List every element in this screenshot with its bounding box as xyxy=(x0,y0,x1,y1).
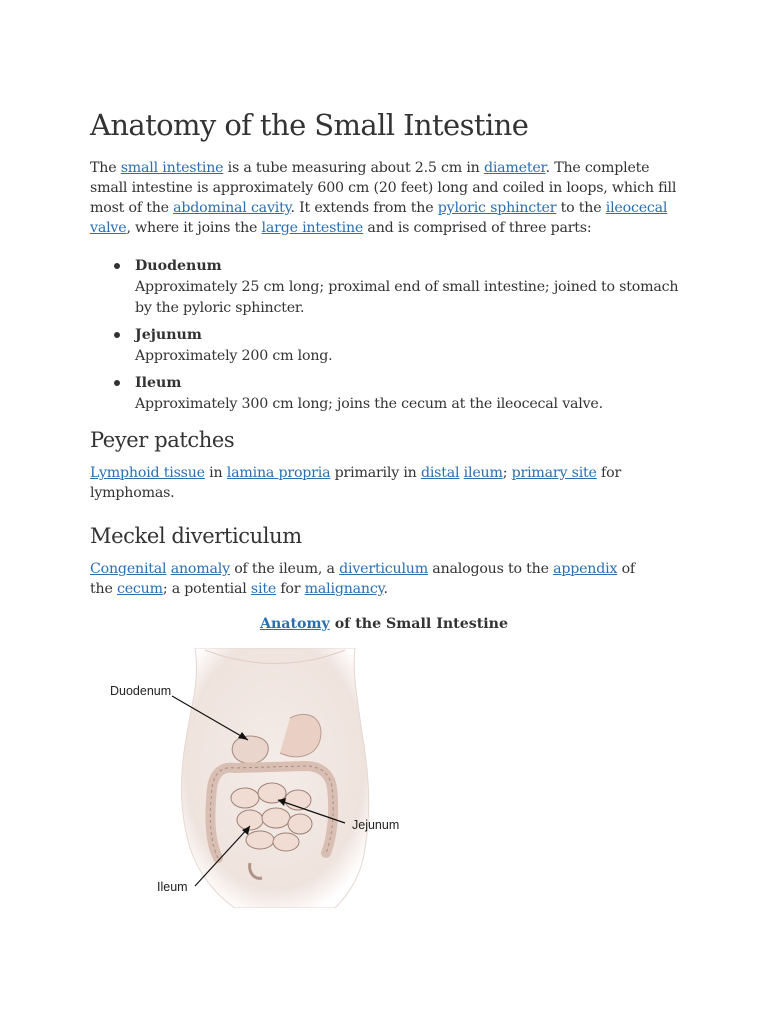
text: for lymphomas. xyxy=(90,465,622,501)
link-anomaly[interactable]: anomaly xyxy=(170,561,230,577)
part-term: Ileum xyxy=(135,375,182,391)
figure-caption xyxy=(0,616,768,632)
text: analogous to the xyxy=(428,561,554,577)
link-anatomy[interactable]: Anatomy xyxy=(259,616,330,632)
list-item-jejunum xyxy=(90,325,690,366)
link-lymphoid-tissue[interactable]: Lymphoid tissue xyxy=(90,465,205,481)
label-jejunum: Jejunum xyxy=(352,818,400,832)
text: , where it joins the xyxy=(126,220,262,236)
part-description: Approximately 200 cm long. xyxy=(135,348,333,364)
meckel-paragraph xyxy=(90,559,635,599)
link-primary-site[interactable]: primary site xyxy=(511,465,597,481)
link-pyloric-sphincter[interactable]: pyloric sphincter xyxy=(437,200,557,216)
link-lamina-propria[interactable]: lamina propria xyxy=(226,465,331,481)
link-malignancy[interactable]: malignancy xyxy=(304,581,384,597)
link-congenital[interactable]: Congenital xyxy=(90,561,167,577)
text: of the xyxy=(90,561,635,597)
part-term: Jejunum xyxy=(135,327,202,343)
section-heading-peyer: Peyer patches xyxy=(90,428,235,452)
intro-paragraph xyxy=(90,158,690,238)
section-heading-meckel: Meckel diverticulum xyxy=(90,524,302,548)
part-description: Approximately 300 cm long; joins the cecum at the ileocecal valve. xyxy=(135,396,603,412)
peyer-paragraph xyxy=(90,463,690,503)
link-cecum[interactable]: cecum xyxy=(116,581,163,597)
link-abdominal-cavity[interactable]: abdominal cavity xyxy=(173,200,291,216)
link-ileocecal-valve[interactable]: ileocecal valve xyxy=(90,200,668,236)
link-ileum[interactable]: ileum xyxy=(463,465,503,481)
text: primarily in xyxy=(330,465,421,481)
link-site[interactable]: site xyxy=(250,581,277,597)
page-title: Anatomy of the Small Intestine xyxy=(90,108,529,142)
caption-text: of the Small Intestine xyxy=(329,616,509,632)
label-duodenum: Duodenum xyxy=(110,684,172,698)
list-item-duodenum xyxy=(90,256,690,318)
link-large-intestine[interactable]: large intestine xyxy=(261,220,364,236)
small-intestine-illustration xyxy=(100,648,420,908)
link-diameter[interactable]: diameter xyxy=(483,160,546,176)
link-distal[interactable]: distal xyxy=(420,465,460,481)
part-description: Approximately 25 cm long; proximal end of small intestine; joined to stomach by the pyloric sphincter. xyxy=(135,279,679,316)
bullet-icon xyxy=(114,263,120,269)
link-appendix[interactable]: appendix xyxy=(553,561,618,577)
text: . The complete small intestine is approximately 600 cm (20 feet) long and coiled in loops, which fill most of the xyxy=(90,160,677,216)
text: ; xyxy=(502,465,512,481)
bullet-icon xyxy=(114,380,120,386)
text: . It extends from the xyxy=(290,200,438,216)
text: is a tube measuring about 2.5 cm in xyxy=(223,160,484,176)
part-term: Duodenum xyxy=(135,258,222,274)
text: in xyxy=(204,465,227,481)
text: to the xyxy=(556,200,606,216)
label-ileum: Ileum xyxy=(157,880,188,894)
text: ; a potential xyxy=(162,581,251,597)
list-item-ileum xyxy=(90,373,690,414)
text: . xyxy=(383,581,388,597)
text: for xyxy=(276,581,305,597)
text: of the ileum, a xyxy=(229,561,340,577)
link-diverticulum[interactable]: diverticulum xyxy=(339,561,428,577)
text: The xyxy=(90,160,121,176)
link-small-intestine[interactable]: small intestine xyxy=(120,160,224,176)
bullet-icon xyxy=(114,332,120,338)
parts-list xyxy=(90,256,690,421)
text: and is comprised of three parts: xyxy=(363,220,592,236)
